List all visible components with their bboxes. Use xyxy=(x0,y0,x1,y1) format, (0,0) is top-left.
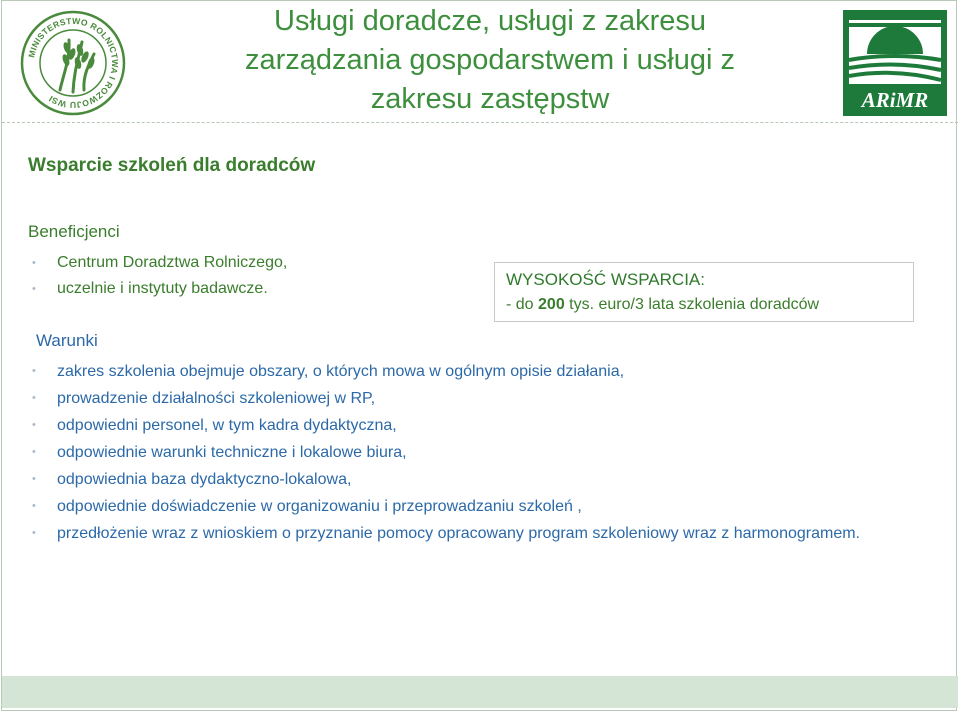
list-item: • Centrum Doradztwa Rolniczego, xyxy=(28,250,287,276)
list-item: • uczelnie i instytuty badawcze. xyxy=(28,276,287,302)
conditions-heading: Warunki xyxy=(36,331,98,350)
svg-text:MINISTERSTWO ROLNICTWA I ROZWO: MINISTERSTWO ROLNICTWA I ROZWOJU WSI xyxy=(26,15,121,111)
list-item: • odpowiednia baza dydaktyczno-lokalowa, xyxy=(28,468,868,491)
support-amount-value: 200 xyxy=(538,296,565,313)
support-amount-box xyxy=(494,262,914,322)
svg-text:ARiMR: ARiMR xyxy=(861,88,929,112)
wheat-emblem-icon xyxy=(20,10,126,116)
support-prefix: - do xyxy=(506,296,539,313)
list-item: • przedłożenie wraz z wnioskiem o przyznanie pomocy opracowany program szkoleniowy wraz z harmonogramem. xyxy=(28,522,868,545)
list-item: • odpowiednie doświadczenie w organizowaniu i przeprowadzaniu szkoleń , xyxy=(28,495,868,518)
field-sun-emblem-icon xyxy=(843,10,947,116)
page-title: Usługi doradcze, usługi z zakresu zarządzania gospodarstwem i usługi z zakresu zastępstw xyxy=(244,5,736,115)
list-item: • prowadzenie działalności szkoleniowej w RP, xyxy=(28,387,868,410)
conditions-list xyxy=(28,360,868,549)
support-suffix: tys. euro/3 lata szkolenia doradców xyxy=(564,296,820,313)
beneficiaries-list xyxy=(28,250,287,302)
arimr-logo xyxy=(843,10,947,116)
list-item: • odpowiedni personel, w tym kadra dydaktyczna, xyxy=(28,414,868,437)
beneficiaries-heading: Beneficjenci xyxy=(28,222,120,241)
section-heading: Wsparcie szkoleń dla doradców xyxy=(28,155,316,176)
support-title: WYSOKOŚĆ WSPARCIA: xyxy=(506,270,705,289)
support-amount-line xyxy=(506,292,913,318)
ministry-logo xyxy=(20,10,126,116)
list-item: • odpowiednie warunki techniczne i lokalowe biura, xyxy=(28,441,868,464)
list-item: • zakres szkolenia obejmuje obszary, o których mowa w ogólnym opisie działania, xyxy=(28,360,868,383)
header-divider xyxy=(2,122,958,123)
footer-bar xyxy=(2,676,958,708)
